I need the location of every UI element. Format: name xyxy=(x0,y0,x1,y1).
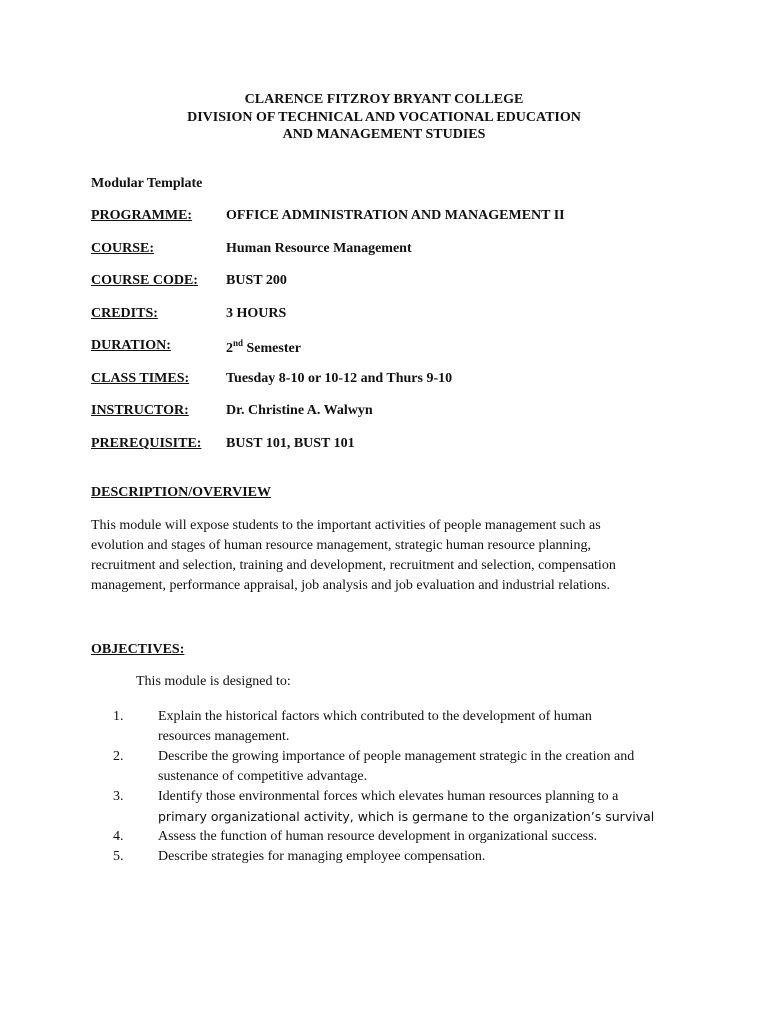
description-heading: DESCRIPTION/OVERVIEW xyxy=(91,485,271,500)
list-item-number: 3. xyxy=(113,789,124,804)
objectives-intro: This module is designed to: xyxy=(136,674,291,689)
list-item-text: sustenance of competitive advantage. xyxy=(158,769,368,784)
list-item xyxy=(91,707,691,747)
list-item-text: Explain the historical factors which contributed to the development of human xyxy=(158,709,592,724)
field-value: Tuesday 8-10 or 10-12 and Thurs 9-10 xyxy=(226,371,453,386)
field-value: BUST 200 xyxy=(226,273,287,288)
duration-number: 2 xyxy=(226,341,233,356)
template-label: Modular Template xyxy=(91,176,203,191)
field-value xyxy=(226,338,301,357)
list-item-text: Describe the growing importance of people management strategic in the creation and xyxy=(158,749,635,764)
list-item-number: 5. xyxy=(113,849,124,864)
duration-ordinal-suffix: nd xyxy=(233,338,244,348)
list-item xyxy=(91,787,691,827)
list-item-number: 1. xyxy=(113,709,124,724)
list-item-text: Assess the function of human resource development in organizational success. xyxy=(158,829,598,844)
list-item-text: Identify those environmental forces which elevates human resources planning to a xyxy=(158,789,619,804)
list-item-text: Describe strategies for managing employee compensation. xyxy=(158,849,486,864)
field-value: 3 HOURS xyxy=(226,306,287,321)
description-line: This module will expose students to the important activities of people management such as xyxy=(91,518,601,533)
objectives-list xyxy=(91,707,691,867)
objectives-heading: OBJECTIVES: xyxy=(91,642,185,657)
description-line: management, performance appraisal, job analysis and job evaluation and industrial relations. xyxy=(91,578,610,593)
field-label: CREDITS: xyxy=(91,306,158,321)
college-name: CLARENCE FITZROY BRYANT COLLEGE xyxy=(244,92,524,107)
field-value: OFFICE ADMINISTRATION AND MANAGEMENT II xyxy=(226,208,565,223)
field-value: BUST 101, BUST 101 xyxy=(226,436,355,451)
list-item-text: primary organizational activity, which is germane to the organization’s survival xyxy=(158,809,655,824)
list-item xyxy=(91,747,691,787)
field-label: PROGRAMME: xyxy=(91,208,193,223)
list-item-text: resources management. xyxy=(158,729,290,744)
description-paragraph xyxy=(91,516,681,596)
field-label: COURSE: xyxy=(91,241,155,256)
field-value: Human Resource Management xyxy=(226,241,412,256)
list-item-number: 4. xyxy=(113,829,124,844)
list-item xyxy=(91,827,691,847)
college-header xyxy=(0,91,768,144)
list-item xyxy=(91,847,691,867)
description-line: recruitment and selection, training and development, recruitment and selection, compensation xyxy=(91,558,616,573)
description-line: evolution and stages of human resource management, strategic human resource planning, xyxy=(91,538,591,553)
field-label: PREREQUISITE: xyxy=(91,436,202,451)
field-label: COURSE CODE: xyxy=(91,273,198,288)
field-label: CLASS TIMES: xyxy=(91,371,190,386)
division-name-continued: AND MANAGEMENT STUDIES xyxy=(282,127,486,142)
list-item-number: 2. xyxy=(113,749,124,764)
field-label: DURATION: xyxy=(91,338,171,353)
duration-unit: Semester xyxy=(243,341,301,356)
field-label: INSTRUCTOR: xyxy=(91,403,189,418)
field-value: Dr. Christine A. Walwyn xyxy=(226,403,373,418)
division-name: DIVISION OF TECHNICAL AND VOCATIONAL EDUCATION xyxy=(187,109,581,125)
